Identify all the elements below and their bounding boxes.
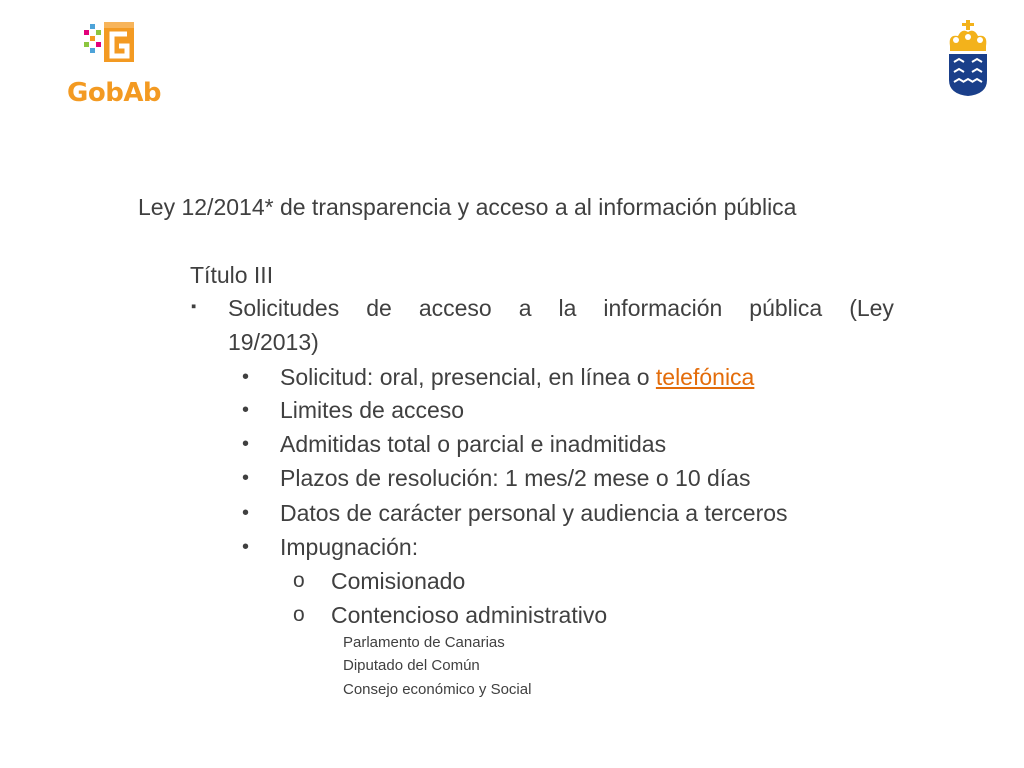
bullet-plazos: Plazos de resolución: 1 mes/2 mese o 10 días (280, 465, 751, 491)
dot-bullet-icon: • (242, 536, 250, 558)
main-item-word: de (366, 295, 392, 321)
dot-bullet-icon: • (242, 467, 250, 489)
sub-bullet-comisionado: Comisionado (331, 568, 466, 594)
telefonica-link[interactable]: telefónica (655, 364, 755, 390)
main-item-word: pública (749, 295, 823, 321)
square-bullet-icon: ▪ (191, 298, 197, 315)
main-item-continuation: 19/2013) (228, 329, 319, 355)
section-heading: Título III (190, 262, 274, 288)
bullet-impugnacion: Impugnación: (280, 534, 419, 560)
circle-bullet-icon: o (293, 569, 305, 592)
main-item-word: la (558, 295, 577, 321)
sub-bullet-contencioso: Contencioso administrativo (331, 602, 608, 628)
bullet-admitidas: Admitidas total o parcial e inadmitidas (280, 431, 667, 457)
gobab-logo-text: GobAb (67, 78, 162, 108)
dot-bullet-icon: • (242, 366, 250, 388)
main-item-word: Solicitudes (228, 295, 340, 321)
dot-bullet-icon: • (242, 433, 250, 455)
slide-title: Ley 12/2014* de transparencia y acceso a al información pública (138, 194, 797, 220)
main-item-line (228, 293, 894, 323)
bullet-limites: Limites de acceso (280, 397, 465, 423)
circle-bullet-icon: o (293, 603, 305, 626)
note-consejo: Consejo económico y Social (343, 681, 532, 698)
main-item-word: información (603, 295, 723, 321)
bullet-solicitud (280, 362, 754, 392)
dot-bullet-icon: • (242, 502, 250, 524)
main-item-word: acceso (418, 295, 492, 321)
main-item-word: a (518, 295, 532, 321)
main-item-word: (Ley (849, 295, 894, 321)
dot-bullet-icon: • (242, 399, 250, 421)
bullet-datos: Datos de carácter personal y audiencia a terceros (280, 500, 788, 526)
note-parlamento: Parlamento de Canarias (343, 634, 505, 651)
bullet-solicitud-text: Solicitud: oral, presencial, en línea o (280, 364, 656, 390)
note-diputado: Diputado del Común (343, 657, 480, 674)
